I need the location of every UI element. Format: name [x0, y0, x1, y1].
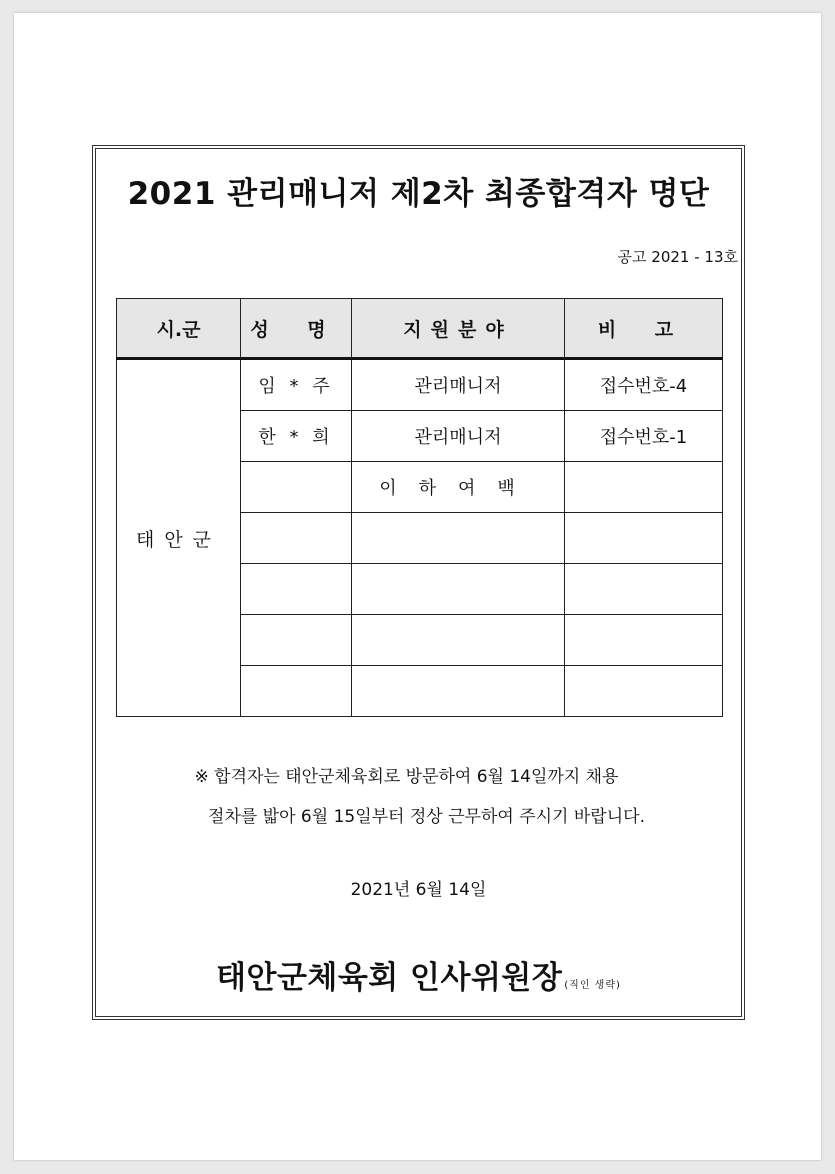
note-cell: [565, 666, 723, 717]
note-cell: [565, 615, 723, 666]
seal-omitted-note: (직인 생략): [564, 980, 621, 991]
guidance-line-1: ※ 합격자는 태안군체육회로 방문하여 6월 14일까지 채용: [194, 767, 619, 787]
signer-title: 태안군체육회 인사위원장: [216, 960, 563, 996]
field-cell: [352, 666, 565, 717]
note-cell: [565, 564, 723, 615]
field-cell: [352, 513, 565, 564]
document-title: 2021 관리매니저 제2차 최종합격자 명단: [127, 176, 710, 212]
result-table: [116, 298, 723, 717]
table-header-row: [117, 299, 723, 359]
note-cell: [565, 513, 723, 564]
notice-number: 공고 2021 - 13호: [617, 248, 738, 266]
signer-block: [92, 952, 745, 997]
header-note: 비 고: [565, 299, 723, 359]
header-field: 지원분야: [352, 299, 565, 359]
name-cell: [241, 513, 352, 564]
note-cell: [565, 462, 723, 513]
name-cell: [241, 666, 352, 717]
field-cell: [352, 564, 565, 615]
table-row: [117, 359, 723, 411]
field-cell: [352, 615, 565, 666]
blank-below-note: 이하여백: [352, 462, 565, 513]
field-cell: 관리매니저: [352, 411, 565, 462]
name-cell: [241, 564, 352, 615]
header-region: 시.군: [117, 299, 241, 359]
name-cell: [241, 462, 352, 513]
note-cell: 접수번호-1: [565, 411, 723, 462]
field-cell: 관리매니저: [352, 359, 565, 411]
name-cell: [241, 615, 352, 666]
issue-date: 2021년 6월 14일: [350, 880, 487, 900]
header-name: 성 명: [241, 299, 352, 359]
name-cell: 임 * 주: [241, 359, 352, 411]
guidance-line-2: 절차를 밟아 6월 15일부터 정상 근무하여 주시기 바랍니다.: [208, 807, 645, 827]
note-cell: 접수번호-4: [565, 359, 723, 411]
region-cell: 태안군: [117, 359, 241, 717]
name-cell: 한 * 희: [241, 411, 352, 462]
